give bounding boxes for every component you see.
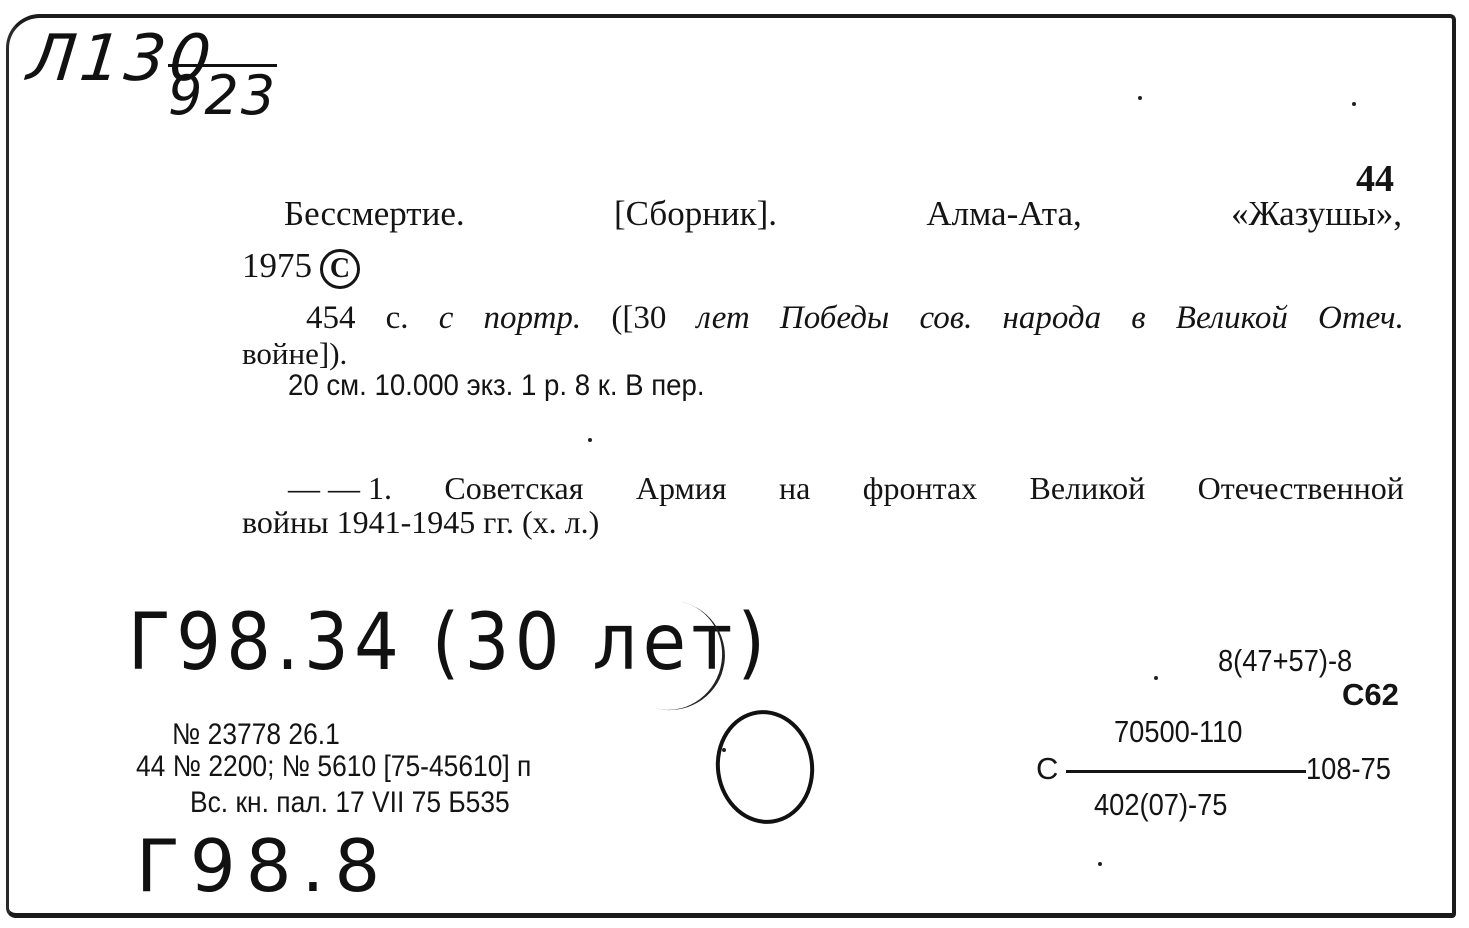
scan-speck <box>1352 102 1356 106</box>
scan-speck <box>1098 862 1102 866</box>
footer-left-line: № 23778 26.1 <box>172 718 340 751</box>
fraction-numerator: 70500-110 <box>1114 714 1243 749</box>
description-part: с <box>438 300 454 336</box>
description-part: Отеч. <box>1318 300 1404 336</box>
bbk-index: 8(47+57)-8 <box>1218 643 1353 678</box>
subject-part: Советская <box>444 470 584 506</box>
handwritten-classification: Г98.34 (30 лет) <box>128 598 771 688</box>
description-part: ([30 <box>611 300 667 336</box>
description-part: портр. <box>483 300 582 336</box>
subject-part: Армия <box>635 470 727 506</box>
title-part: Бессмертие. <box>284 194 465 233</box>
scan-speck <box>1138 96 1142 100</box>
fraction-denominator: 402(07)-75 <box>1094 787 1228 822</box>
fraction-suffix: 108-75 <box>1306 751 1391 786</box>
year-line <box>242 246 360 289</box>
handwritten-classification-bottom: Г98.8 <box>136 824 391 908</box>
description-part: лет <box>696 300 750 336</box>
physical-description: 20 см. 10.000 экз. 1 р. 8 к. В пер. <box>288 369 705 402</box>
handwritten-shelf-sub: 923 <box>168 64 278 127</box>
description-part: сов. <box>919 300 973 336</box>
description-part: народа <box>1002 300 1102 336</box>
card-number: 44 <box>1356 158 1394 200</box>
subject-part: Великой <box>1029 470 1146 506</box>
handwritten-shelf-mark: Л130 <box>24 22 219 96</box>
title-part: Алма-Ата, <box>926 194 1082 233</box>
subject-part: на <box>778 470 811 506</box>
title-line <box>284 194 1402 234</box>
footer-left-line: 44 № 2200; № 5610 [75-45610] п <box>136 750 532 783</box>
fraction-line <box>1066 770 1306 773</box>
scan-speck <box>722 748 726 752</box>
scan-speck <box>1154 676 1158 680</box>
copyright-icon: C <box>320 249 360 289</box>
footer-left-line: Вс. кн. пал. 17 VII 75 Б535 <box>190 786 510 819</box>
description-continuation: войне]). <box>242 336 348 371</box>
subject-part: — — 1. <box>288 470 392 506</box>
title-part: «Жазушы», <box>1231 194 1402 233</box>
description-line <box>306 298 1404 338</box>
subject-part: фронтах <box>862 470 978 506</box>
title-part: [Сборник]. <box>613 194 778 233</box>
subject-part: Отечественной <box>1197 470 1404 506</box>
scan-speck <box>588 438 592 442</box>
fraction-prefix: С <box>1036 751 1059 786</box>
publication-year: 1975 <box>242 246 312 285</box>
description-part: в <box>1131 300 1146 336</box>
description-part: Великой <box>1175 300 1288 336</box>
description-part: Победы <box>779 300 890 336</box>
author-sign: С62 <box>1342 677 1399 712</box>
subject-continuation: войны 1941-1945 гг. (х. л.) <box>242 504 600 540</box>
description-part: с. <box>385 300 409 336</box>
description-part: 454 <box>306 300 356 336</box>
